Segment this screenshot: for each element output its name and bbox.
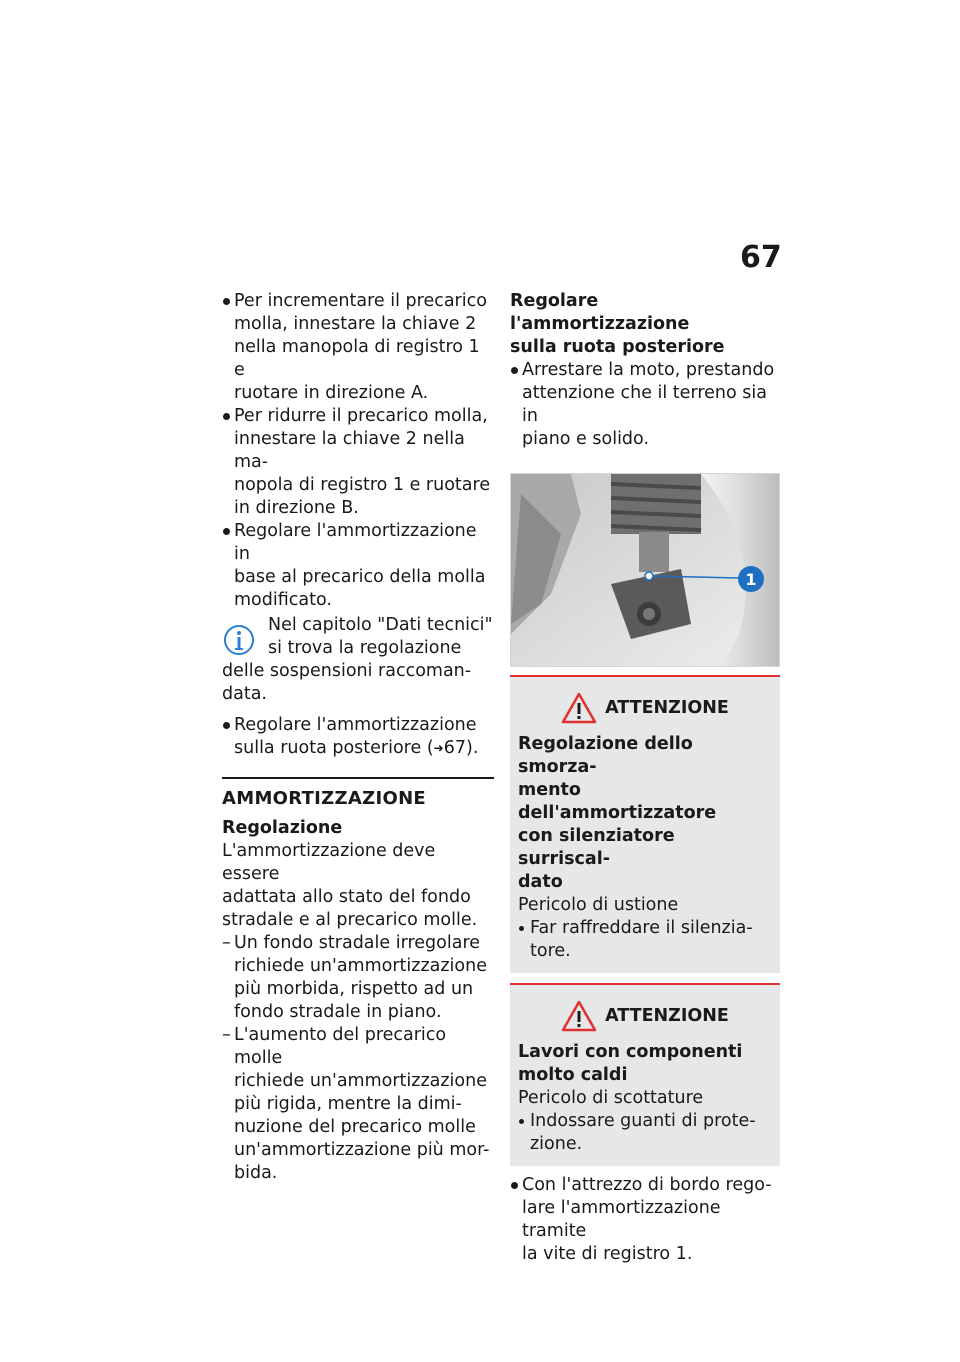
info-icon [222,618,256,660]
warning-label: ATTENZIONE [605,1005,729,1026]
page-ref-arrow-icon: ➜ [433,741,444,755]
right-column [510,290,780,1266]
warning-box-hot-silencer [510,675,780,973]
warning-heading: Lavori con componenti molto caldi [518,1042,743,1085]
page-ref-link[interactable]: 67 [443,738,466,758]
callout-number: 1 [745,570,757,589]
section-divider [222,777,494,779]
warning-triangle-icon [561,692,597,724]
bullet-adjust-screw: Con l'attrezzo di bordo rego- lare l'ammortizzazione tramite la vite di registro 1. [510,1174,780,1266]
info-note: Nel capitolo "Dati tecnici" si trova la regolazione delle sospensioni raccoman- data. [222,615,493,704]
warning-box-hot-components [510,983,780,1166]
left-column [222,290,494,1185]
dash-item-stiff: – L'aumento del precarico molle richiede un'ammortizzazione più rigida, mentre la dimi- nuzione del precarico molle un'ammortizzazione più mor- bida. [222,1025,490,1183]
bullet-adjust-damping: Regolare l'ammortizzazione in base al precarico della molla modificato. [222,520,494,612]
bullet-park-bike: Arrestare la moto, prestando attenzione che il terreno sia in piano e solido. [510,359,780,451]
dash-item-soft: – Un fondo stradale irregolare richiede un'ammortizzazione più morbida, rispetto ad un fondo stradale in piano. [222,933,487,1022]
page-number: 67 [740,240,782,275]
warning-heading: Regolazione dello smorza- mento dell'ammortizzatore con silenziatore surriscal- dato [518,734,717,892]
bullet-rear-damping-ref: Regolare l'ammortizzazione sulla ruota posteriore (➜67). [222,714,494,760]
warning-triangle-icon [561,1000,597,1032]
warning-action: Indossare guanti di prote- zione. [518,1110,772,1156]
intro-paragraph: L'ammortizzazione deve essere adattata allo stato del fondo stradale e al precarico molle. [222,841,478,930]
bullet-decrease-preload: Per ridurre il precarico molla, innestare la chiave 2 nella ma- nopola di registro 1 e ruotare in direzione B. [222,405,494,520]
subsection-title: Regolazione [222,818,343,838]
section-title: AMMORTIZZAZIONE [222,788,427,809]
warning-risk: Pericolo di scottature [518,1088,704,1108]
procedure-title: Regolare l'ammortizzazione sulla ruota posteriore [510,291,725,357]
warning-risk: Pericolo di ustione [518,895,679,915]
shock-absorber-figure [510,473,780,667]
warning-action: Far raffreddare il silenzia- tore. [518,917,772,963]
shock-absorber-illustration [511,474,779,666]
bullet-increase-preload: Per incrementare il precarico molla, innestare la chiave 2 nella manopola di registro 1 e ruotare in direzione A. [222,290,494,405]
warning-label: ATTENZIONE [605,697,729,718]
